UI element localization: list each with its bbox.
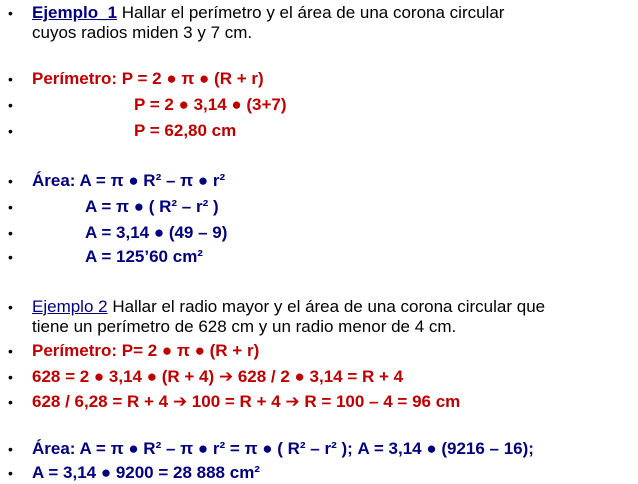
line-13 <box>0 366 638 388</box>
line-2 <box>0 22 638 44</box>
area-factored: A = π ● ( R² – r² ) <box>85 197 219 216</box>
line-14 <box>0 391 638 413</box>
line-15 <box>0 438 638 460</box>
perimeter-substitution: P = 2 ● 3,14 ● (3+7) <box>134 95 287 114</box>
bullet: • <box>8 97 13 113</box>
line-7 <box>0 196 638 218</box>
perimeter-formula-2: Perímetro: P= 2 ● π ● (R + r) <box>32 341 260 360</box>
bullet: • <box>8 394 13 410</box>
line-10 <box>0 296 638 318</box>
line-11 <box>0 316 638 338</box>
example-2-statement: Hallar el radio mayor y el área de una corona circular que <box>107 297 546 316</box>
perimeter-result: P = 62,80 cm <box>134 121 237 140</box>
area-result: A = 125’60 cm² <box>85 247 203 266</box>
area-formula: Área: A = π ● R² – π ● r² <box>32 171 226 190</box>
example-1-label: Ejemplo_1 <box>32 3 118 22</box>
bullet: • <box>8 343 13 359</box>
bullet: • <box>8 225 13 241</box>
line-4 <box>0 94 638 116</box>
bullet: • <box>8 299 13 315</box>
bullet: • <box>8 5 13 21</box>
bullet: • <box>8 199 13 215</box>
line-5 <box>0 120 638 142</box>
bullet: • <box>8 441 13 457</box>
bullet: • <box>8 465 13 481</box>
bullet: • <box>8 369 13 385</box>
radius-step-1: 628 = 2 ● 3,14 ● (R + 4) ➔ 628 / 2 ● 3,14 = R + 4 <box>32 367 404 386</box>
area-step-1: Área: A = π ● R² – π ● r² = π ● ( R² – r² ); A = 3,14 ● (9216 – 16); <box>32 439 534 458</box>
line-6 <box>0 170 638 192</box>
example-1-statement-cont: cuyos radios miden 3 y 7 cm. <box>32 23 253 42</box>
radius-step-2: 628 / 6,28 = R + 4 ➔ 100 = R + 4 ➔ R = 100 – 4 = 96 cm <box>32 392 461 411</box>
bullet: • <box>8 249 13 265</box>
area-substitution: A = 3,14 ● (49 – 9) <box>85 223 228 242</box>
area-step-2: A = 3,14 ● 9200 = 28 888 cm² <box>32 463 260 482</box>
bullet: • <box>8 71 13 87</box>
bullet: • <box>8 173 13 189</box>
example-1-statement: Hallar el perímetro y el área de una corona circular <box>117 3 505 22</box>
line-8 <box>0 222 638 244</box>
line-1 <box>0 2 638 24</box>
line-12 <box>0 340 638 362</box>
example-2-statement-cont: tiene un perímetro de 628 cm y un radio menor de 4 cm. <box>32 317 457 336</box>
example-2-label: Ejemplo 2 <box>32 297 108 316</box>
line-3 <box>0 68 638 90</box>
perimeter-formula: Perímetro: P = 2 ● π ● (R + r) <box>32 69 264 88</box>
line-9 <box>0 246 638 268</box>
bullet: • <box>8 123 13 139</box>
line-16 <box>0 462 638 484</box>
